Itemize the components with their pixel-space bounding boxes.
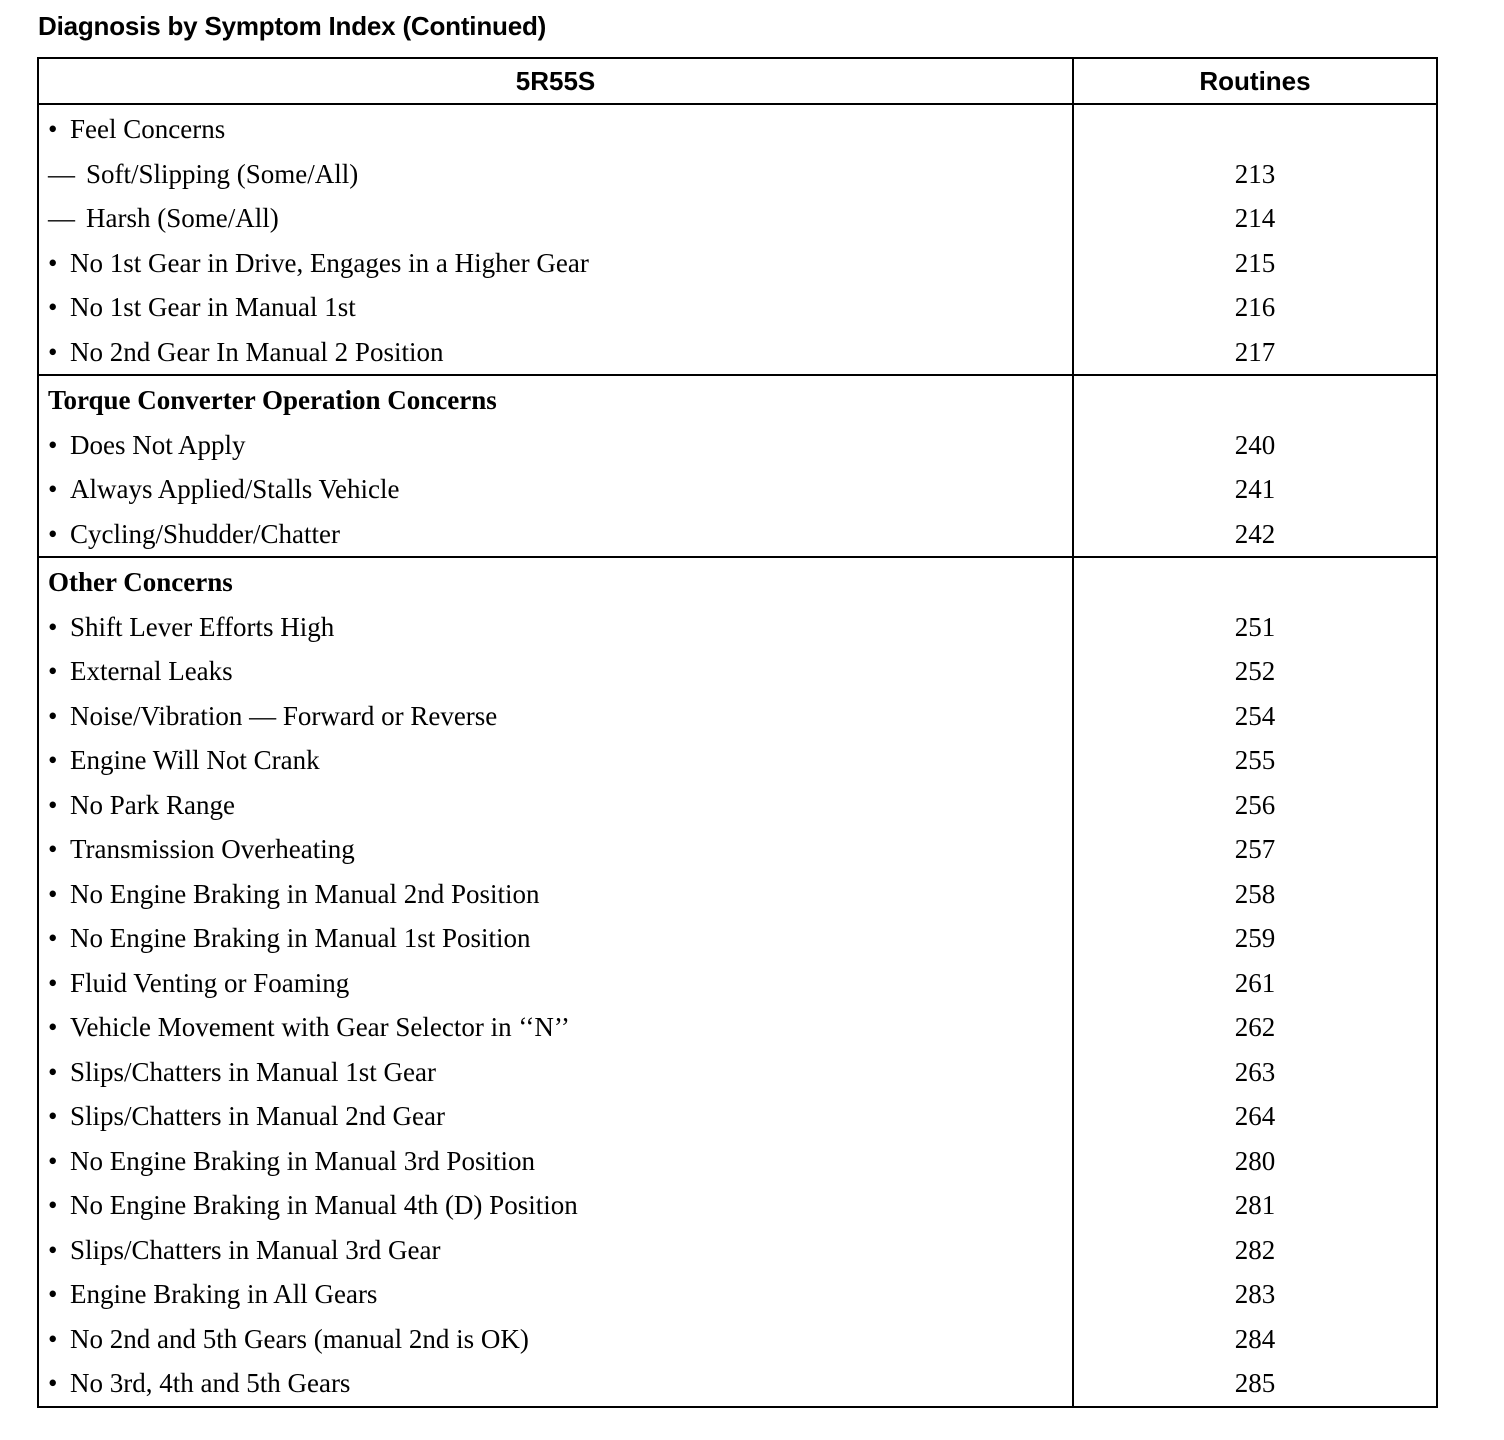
symptom-text: Slips/Chatters in Manual 1st Gear: [70, 1056, 436, 1087]
routine-number: 280: [1234, 1145, 1276, 1176]
symptom-row: [39, 107, 1072, 152]
routine-number: 261: [1234, 967, 1276, 998]
column-header-transmission: 5R55S: [39, 59, 1074, 103]
symptom-text: Slips/Chatters in Manual 2nd Gear: [70, 1101, 445, 1131]
symptom-row: [39, 738, 1072, 783]
routine-number: 285: [1234, 1368, 1276, 1398]
symptom-text: No Engine Braking in Manual 4th (D) Position: [70, 1190, 578, 1220]
section-heading: Other Concerns: [48, 567, 233, 597]
symptom-row: [39, 649, 1072, 694]
column-header-routines: Routines: [1199, 65, 1311, 96]
routine-number: 216: [1234, 292, 1276, 322]
page-title: Diagnosis by Symptom Index (Continued): [38, 11, 547, 41]
dash-icon: —: [48, 203, 75, 233]
symptom-column: [39, 105, 1074, 374]
routine-cell-empty: [1074, 560, 1436, 605]
symptom-text: Harsh (Some/All): [86, 203, 279, 233]
symptom-text: No 2nd and 5th Gears (manual 2nd is OK): [70, 1323, 529, 1354]
routine-number: 259: [1234, 923, 1276, 953]
symptom-text: External Leaks: [70, 656, 233, 686]
symptom-text: Engine Braking in All Gears: [70, 1279, 378, 1309]
bullet-icon: •: [48, 1234, 58, 1265]
bullet-icon: •: [48, 518, 58, 549]
bullet-icon: •: [48, 1279, 58, 1309]
bullet-icon: •: [48, 336, 58, 367]
symptom-row: [39, 1361, 1072, 1406]
symptom-text: No Engine Braking in Manual 2nd Position: [70, 878, 540, 909]
symptom-row: [39, 1317, 1072, 1362]
symptom-column: [39, 376, 1074, 556]
bullet-icon: •: [48, 292, 58, 322]
symptom-row: [39, 1272, 1072, 1317]
symptom-text: Slips/Chatters in Manual 3rd Gear: [70, 1234, 441, 1265]
symptom-row: [39, 1094, 1072, 1139]
bullet-icon: •: [48, 611, 58, 642]
table-section: [39, 558, 1436, 1406]
routine-number: [1074, 107, 1436, 152]
section-heading: Torque Converter Operation Concerns: [48, 385, 497, 415]
routine-column: [1074, 558, 1436, 1406]
symptom-index-table: [37, 57, 1438, 1408]
table-section: [39, 105, 1436, 376]
symptom-text: No Engine Braking in Manual 1st Position: [70, 923, 531, 953]
routine-cell-empty: [1074, 378, 1436, 423]
symptom-text: Soft/Slipping (Some/All): [86, 158, 359, 189]
symptom-row: [39, 1228, 1072, 1273]
bullet-icon: •: [48, 1145, 58, 1176]
bullet-icon: •: [48, 789, 58, 820]
bullet-icon: •: [48, 1101, 58, 1131]
bullet-icon: •: [48, 1368, 58, 1398]
routine-number: 252: [1234, 656, 1276, 686]
routine-number: 242: [1234, 518, 1276, 549]
symptom-row: [39, 1183, 1072, 1228]
symptom-text: Always Applied/Stalls Vehicle: [70, 474, 400, 504]
symptom-text: No 3rd, 4th and 5th Gears: [70, 1368, 351, 1398]
routine-number: 262: [1234, 1012, 1276, 1042]
bullet-icon: •: [48, 834, 58, 864]
symptom-column: [39, 558, 1074, 1406]
routine-number: 213: [1234, 158, 1276, 189]
routine-number: 258: [1234, 878, 1276, 909]
routine-number: 256: [1234, 789, 1276, 820]
symptom-text: Engine Will Not Crank: [70, 745, 320, 775]
routine-number: 284: [1234, 1323, 1276, 1354]
symptom-text: No Park Range: [70, 789, 235, 820]
routine-number: 283: [1234, 1279, 1276, 1309]
routine-number: 251: [1234, 611, 1276, 642]
bullet-icon: •: [48, 114, 58, 144]
symptom-row: [39, 961, 1072, 1006]
symptom-row: [39, 241, 1072, 286]
bullet-icon: •: [48, 745, 58, 775]
table-header-row: [39, 59, 1436, 105]
routine-number: 241: [1234, 474, 1276, 504]
dash-icon: —: [48, 158, 75, 189]
bullet-icon: •: [48, 1323, 58, 1354]
bullet-icon: •: [48, 656, 58, 686]
routine-number: 215: [1234, 247, 1276, 278]
symptom-row: [39, 605, 1072, 650]
symptom-text: Fluid Venting or Foaming: [70, 967, 350, 998]
symptom-text: No 1st Gear in Drive, Engages in a Higher Gear: [70, 247, 589, 278]
symptom-text: No 2nd Gear In Manual 2 Position: [70, 336, 444, 367]
symptom-text: Noise/Vibration — Forward or Reverse: [70, 700, 498, 731]
symptom-text: Transmission Overheating: [70, 834, 355, 864]
symptom-row: [39, 1005, 1072, 1050]
bullet-icon: •: [48, 247, 58, 278]
symptom-row: [39, 916, 1072, 961]
symptom-text: No 1st Gear in Manual 1st: [70, 292, 356, 322]
routine-number: 263: [1234, 1056, 1276, 1087]
bullet-icon: •: [48, 429, 58, 460]
routine-number: 281: [1234, 1190, 1276, 1220]
symptom-row: [39, 872, 1072, 917]
symptom-row: [39, 330, 1072, 375]
routine-number: 254: [1234, 700, 1276, 731]
bullet-icon: •: [48, 967, 58, 998]
bullet-icon: •: [48, 1056, 58, 1087]
routine-column: [1074, 376, 1436, 556]
symptom-row: [39, 827, 1072, 872]
symptom-row: [39, 152, 1072, 197]
bullet-icon: •: [48, 700, 58, 731]
symptom-text: No Engine Braking in Manual 3rd Position: [70, 1145, 535, 1176]
routine-column: [1074, 105, 1436, 374]
symptom-row: [39, 1139, 1072, 1184]
bullet-icon: •: [48, 878, 58, 909]
symptom-text: Vehicle Movement with Gear Selector in ‘‘N’’: [70, 1012, 570, 1042]
symptom-text: Shift Lever Efforts High: [70, 611, 335, 642]
symptom-row: [39, 512, 1072, 557]
routine-number: 240: [1234, 429, 1276, 460]
symptom-text: Feel Concerns: [70, 114, 226, 144]
symptom-row: [39, 285, 1072, 330]
routine-number: 264: [1234, 1101, 1276, 1131]
bullet-icon: •: [48, 1190, 58, 1220]
routine-number: 214: [1234, 203, 1276, 233]
symptom-row: [39, 1050, 1072, 1095]
routine-number: 255: [1234, 745, 1276, 775]
routine-number: 257: [1234, 834, 1276, 864]
routine-number: 217: [1234, 336, 1276, 367]
bullet-icon: •: [48, 1012, 58, 1042]
bullet-icon: •: [48, 923, 58, 953]
bullet-icon: •: [48, 474, 58, 504]
symptom-row: [39, 423, 1072, 468]
table-section: [39, 376, 1436, 558]
symptom-row: [39, 196, 1072, 241]
symptom-row: [39, 467, 1072, 512]
symptom-row: [39, 694, 1072, 739]
table-body: [39, 105, 1436, 1406]
symptom-text: Does Not Apply: [70, 429, 246, 460]
routine-number: 282: [1234, 1234, 1276, 1265]
symptom-text: Cycling/Shudder/Chatter: [70, 518, 340, 549]
symptom-row: [39, 783, 1072, 828]
